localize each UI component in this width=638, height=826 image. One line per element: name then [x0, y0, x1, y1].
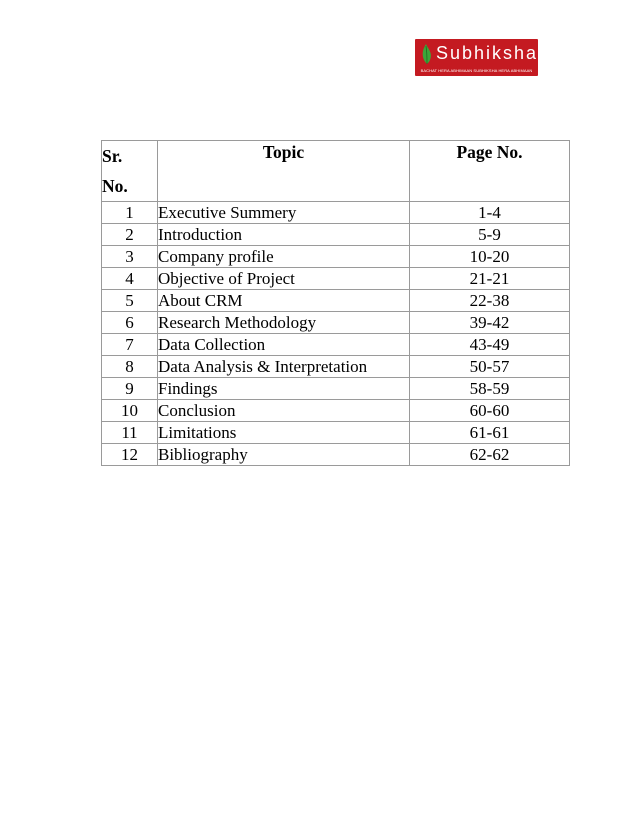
row-page-no: 61-61	[410, 422, 570, 444]
row-topic: Executive Summery	[158, 202, 410, 224]
row-topic: Bibliography	[158, 444, 410, 466]
leaf-icon	[420, 43, 434, 65]
row-page-no: 1-4	[410, 202, 570, 224]
row-page-no: 50-57	[410, 356, 570, 378]
row-page-no: 60-60	[410, 400, 570, 422]
row-page-no: 58-59	[410, 378, 570, 400]
header-page-no: Page No.	[410, 141, 570, 202]
table-row	[102, 444, 570, 466]
row-sr-no: 1	[102, 202, 158, 224]
row-sr-no: 10	[102, 400, 158, 422]
row-topic: Data Collection	[158, 334, 410, 356]
row-page-no: 5-9	[410, 224, 570, 246]
row-sr-no: 2	[102, 224, 158, 246]
table-body	[102, 202, 570, 466]
logo-tagline: BACHAT HERA ABHIMAAN SUBHIKSHA HERA ABHIMAAN	[420, 68, 533, 73]
row-page-no: 39-42	[410, 312, 570, 334]
row-page-no: 43-49	[410, 334, 570, 356]
table-row	[102, 378, 570, 400]
row-sr-no: 5	[102, 290, 158, 312]
row-topic: Findings	[158, 378, 410, 400]
row-topic: Company profile	[158, 246, 410, 268]
row-sr-no: 4	[102, 268, 158, 290]
table-row	[102, 268, 570, 290]
row-page-no: 21-21	[410, 268, 570, 290]
row-topic: Introduction	[158, 224, 410, 246]
row-topic: Research Methodology	[158, 312, 410, 334]
table-row	[102, 202, 570, 224]
header-topic: Topic	[158, 141, 410, 202]
row-sr-no: 12	[102, 444, 158, 466]
row-page-no: 22-38	[410, 290, 570, 312]
table-of-contents	[101, 140, 570, 466]
table-header-row	[102, 141, 570, 202]
logo-brand-name: Subhiksha	[436, 43, 538, 63]
header-sr-line1: Sr.	[102, 146, 123, 166]
row-page-no: 10-20	[410, 246, 570, 268]
row-sr-no: 3	[102, 246, 158, 268]
subhiksha-logo	[415, 39, 538, 76]
row-sr-no: 9	[102, 378, 158, 400]
row-page-no: 62-62	[410, 444, 570, 466]
row-sr-no: 6	[102, 312, 158, 334]
header-sr-line2: No.	[102, 176, 128, 196]
row-topic: Objective of Project	[158, 268, 410, 290]
table-row	[102, 400, 570, 422]
table-row	[102, 290, 570, 312]
row-topic: Conclusion	[158, 400, 410, 422]
table-row	[102, 312, 570, 334]
row-topic: Data Analysis & Interpretation	[158, 356, 410, 378]
row-topic: Limitations	[158, 422, 410, 444]
header-sr-no	[102, 141, 158, 202]
table-row	[102, 422, 570, 444]
row-topic: About CRM	[158, 290, 410, 312]
row-sr-no: 8	[102, 356, 158, 378]
table-row	[102, 334, 570, 356]
table-row	[102, 356, 570, 378]
table-row	[102, 224, 570, 246]
row-sr-no: 11	[102, 422, 158, 444]
row-sr-no: 7	[102, 334, 158, 356]
table-row	[102, 246, 570, 268]
